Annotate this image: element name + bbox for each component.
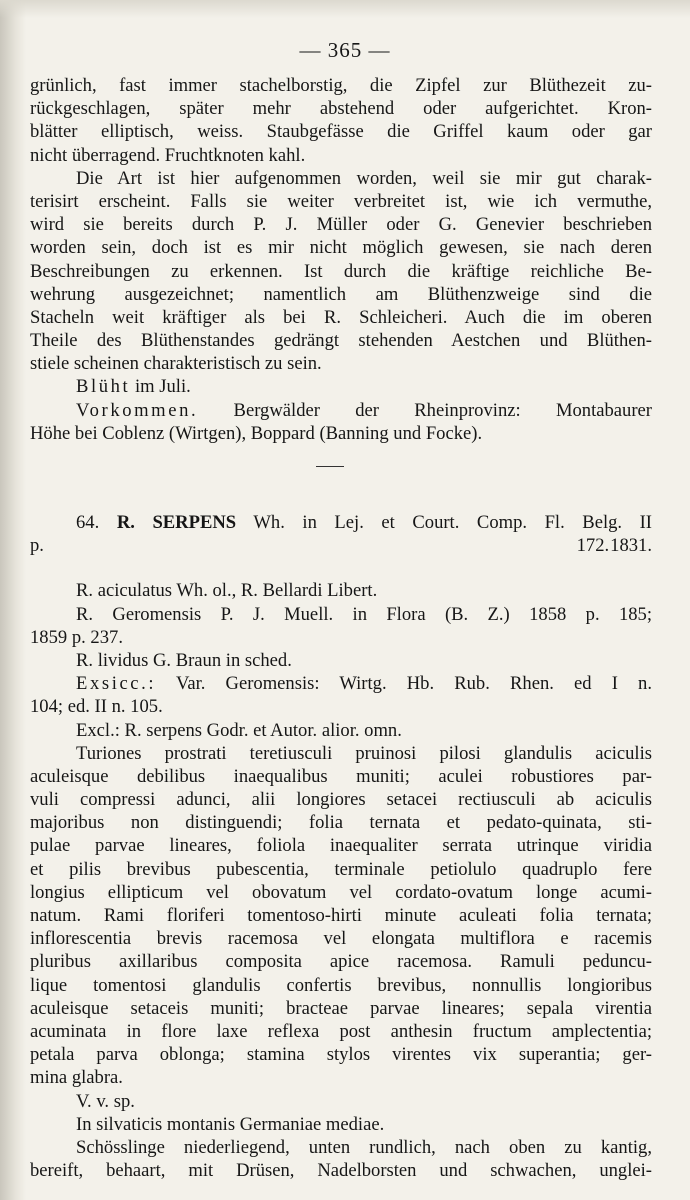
page-number: — 365 — <box>299 38 391 62</box>
latin-line: Turiones prostrati teretiusculi pruinosi pilosi glandulis aciculis <box>76 742 652 764</box>
latin-line: inflorescentia brevis racemosa vel elongata multiflora e racemis <box>30 928 652 950</box>
species-number: 64. <box>76 512 100 533</box>
text-line: wehrung ausgezeichnet; namentlich am Blüthenzweige sind die <box>30 283 652 305</box>
text-line: wird sie bereits durch P. J. Müller oder G. Genevier beschrieben <box>30 214 652 236</box>
text-line: Beschreibungen zu erkennen. Ist durch die kräftige reichliche Be- <box>30 260 652 282</box>
text-line: rückgeschlagen, später mehr abstehend oder aufgerichtet. Kron- <box>30 98 652 120</box>
citation-page: p. 172. <box>30 535 610 557</box>
text-line: stiele scheinen charakteristisch zu sein. <box>30 353 322 375</box>
description-continued <box>30 74 652 445</box>
latin-line: natum. Rami floriferi tomentoso-hirti minute aculeati folia ternata; <box>30 905 652 926</box>
exsicc-label: Exsicc.: <box>76 673 157 695</box>
latin-line: longius ellipticum vel obovatum vel cordato-ovatum longe acumi- <box>30 881 652 903</box>
text-line: Höhe bei Coblenz (Wirtgen), Boppard (Banning und Focke). <box>30 422 483 444</box>
latin-line: pulae parvae lineares, foliola inaequaliter serrata utrinque viridia <box>30 835 652 857</box>
synonym-line: R. lividus G. Braun in sched. <box>76 649 292 671</box>
latin-line: acuminata in flore laxe reflexa post anthesin fructum amplectentia; <box>30 1020 652 1042</box>
text-line: terisirt erscheint. Falls sie weiter verbreitet ist, wie ich vermuthe, <box>30 190 652 212</box>
text-line: Stacheln weit kräftiger als bei R. Schleicheri. Auch die im oberen <box>30 306 652 328</box>
section-divider <box>316 466 344 467</box>
bluht-line <box>30 375 652 398</box>
latin-line: vuli compressi adunci, alii longiores setacei rectiusculi ab aciculis <box>30 789 652 811</box>
text-line: nicht überragend. Fruchtknoten kahl. <box>30 144 306 166</box>
latin-line: aculeisque debilibus inaequalibus muniti; aculei robustiores par- <box>30 765 652 787</box>
vorkommen-label: Vorkommen. <box>76 399 199 421</box>
latin-line: aculeisque setaceis muniti; bracteae parvae lineares; sepala virentia <box>30 997 652 1019</box>
scan-top-shadow <box>0 0 690 18</box>
species-entry-serpens <box>30 511 652 1182</box>
latin-line: petala parva oblonga; stamina stylos virentes vix superantia; ger- <box>30 1044 652 1066</box>
latin-line: majoribus non distinguendi; folia ternata et pedato-quinata, sti- <box>30 812 652 834</box>
latin-line: mina glabra. <box>30 1067 123 1089</box>
bluht-text: im Juli. <box>134 376 191 398</box>
excl-line: Excl.: R. serpens Godr. et Autor. alior. omn. <box>76 719 402 741</box>
latin-line: et pilis brevibus pubescentia, terminale petiolulo quadruplo fere <box>30 858 652 880</box>
latin-line: lique tomentosi glandulis confertis brevibus, nonnullis longioribus <box>30 974 652 996</box>
text-line: blätter elliptisch, weiss. Staubgefässe die Griffel kaum oder gar <box>30 121 652 143</box>
text-line: Theile des Blüthenstandes gedrängt stehenden Aestchen und Blüthen- <box>30 330 652 352</box>
exsicc-line <box>30 672 652 695</box>
citation-year: 1831. <box>610 535 652 557</box>
text-line: worden sein, doch ist es mir nicht möglich gewesen, sie nach deren <box>30 237 652 259</box>
german-line: bereift, behaart, mit Drüsen, Nadelborsten und schwachen, unglei- <box>30 1160 652 1182</box>
vorkommen-line <box>30 399 652 422</box>
synonym-line: R. Geromensis P. J. Muell. in Flora (B. Z.) 1858 p. 185; <box>76 603 652 625</box>
exsicc-text: Var. Geromensis: Wirtg. Hb. Rub. Rhen. ed I n. <box>175 673 652 695</box>
species-citation: Wh. in Lej. et Court. Comp. Fl. Belg. II <box>253 512 652 533</box>
text-line: grünlich, fast immer stachelborstig, die Zipfel zur Blüthezeit zu- <box>30 75 652 96</box>
species-name: R. SERPENS <box>116 512 237 533</box>
habitat-line: In silvaticis montanis Germaniae mediae. <box>76 1113 385 1135</box>
species-heading-line2 <box>30 534 652 557</box>
bluht-label: Blüht <box>76 376 131 398</box>
german-line: Schösslinge niederliegend, unten rundlich, nach oben zu kantig, <box>76 1136 652 1158</box>
latin-line: pluribus axillaribus composita apice racemosa. Ramuli peduncu- <box>30 951 652 973</box>
text-line: Die Art ist hier aufgenommen worden, weil sie mir gut charak- <box>76 167 652 189</box>
text-line: 104; ed. II n. 105. <box>30 696 163 718</box>
vorkommen-text: Bergwälder der Rheinprovinz: Montabaurer <box>233 399 652 421</box>
scan-edge-shadow <box>0 0 26 1200</box>
synonym-line: 1859 p. 237. <box>30 626 123 648</box>
synonym-line: R. aciculatus Wh. ol., R. Bellardi Libert. <box>76 580 378 602</box>
species-heading <box>30 511 652 534</box>
vv-line: V. v. sp. <box>76 1090 135 1112</box>
